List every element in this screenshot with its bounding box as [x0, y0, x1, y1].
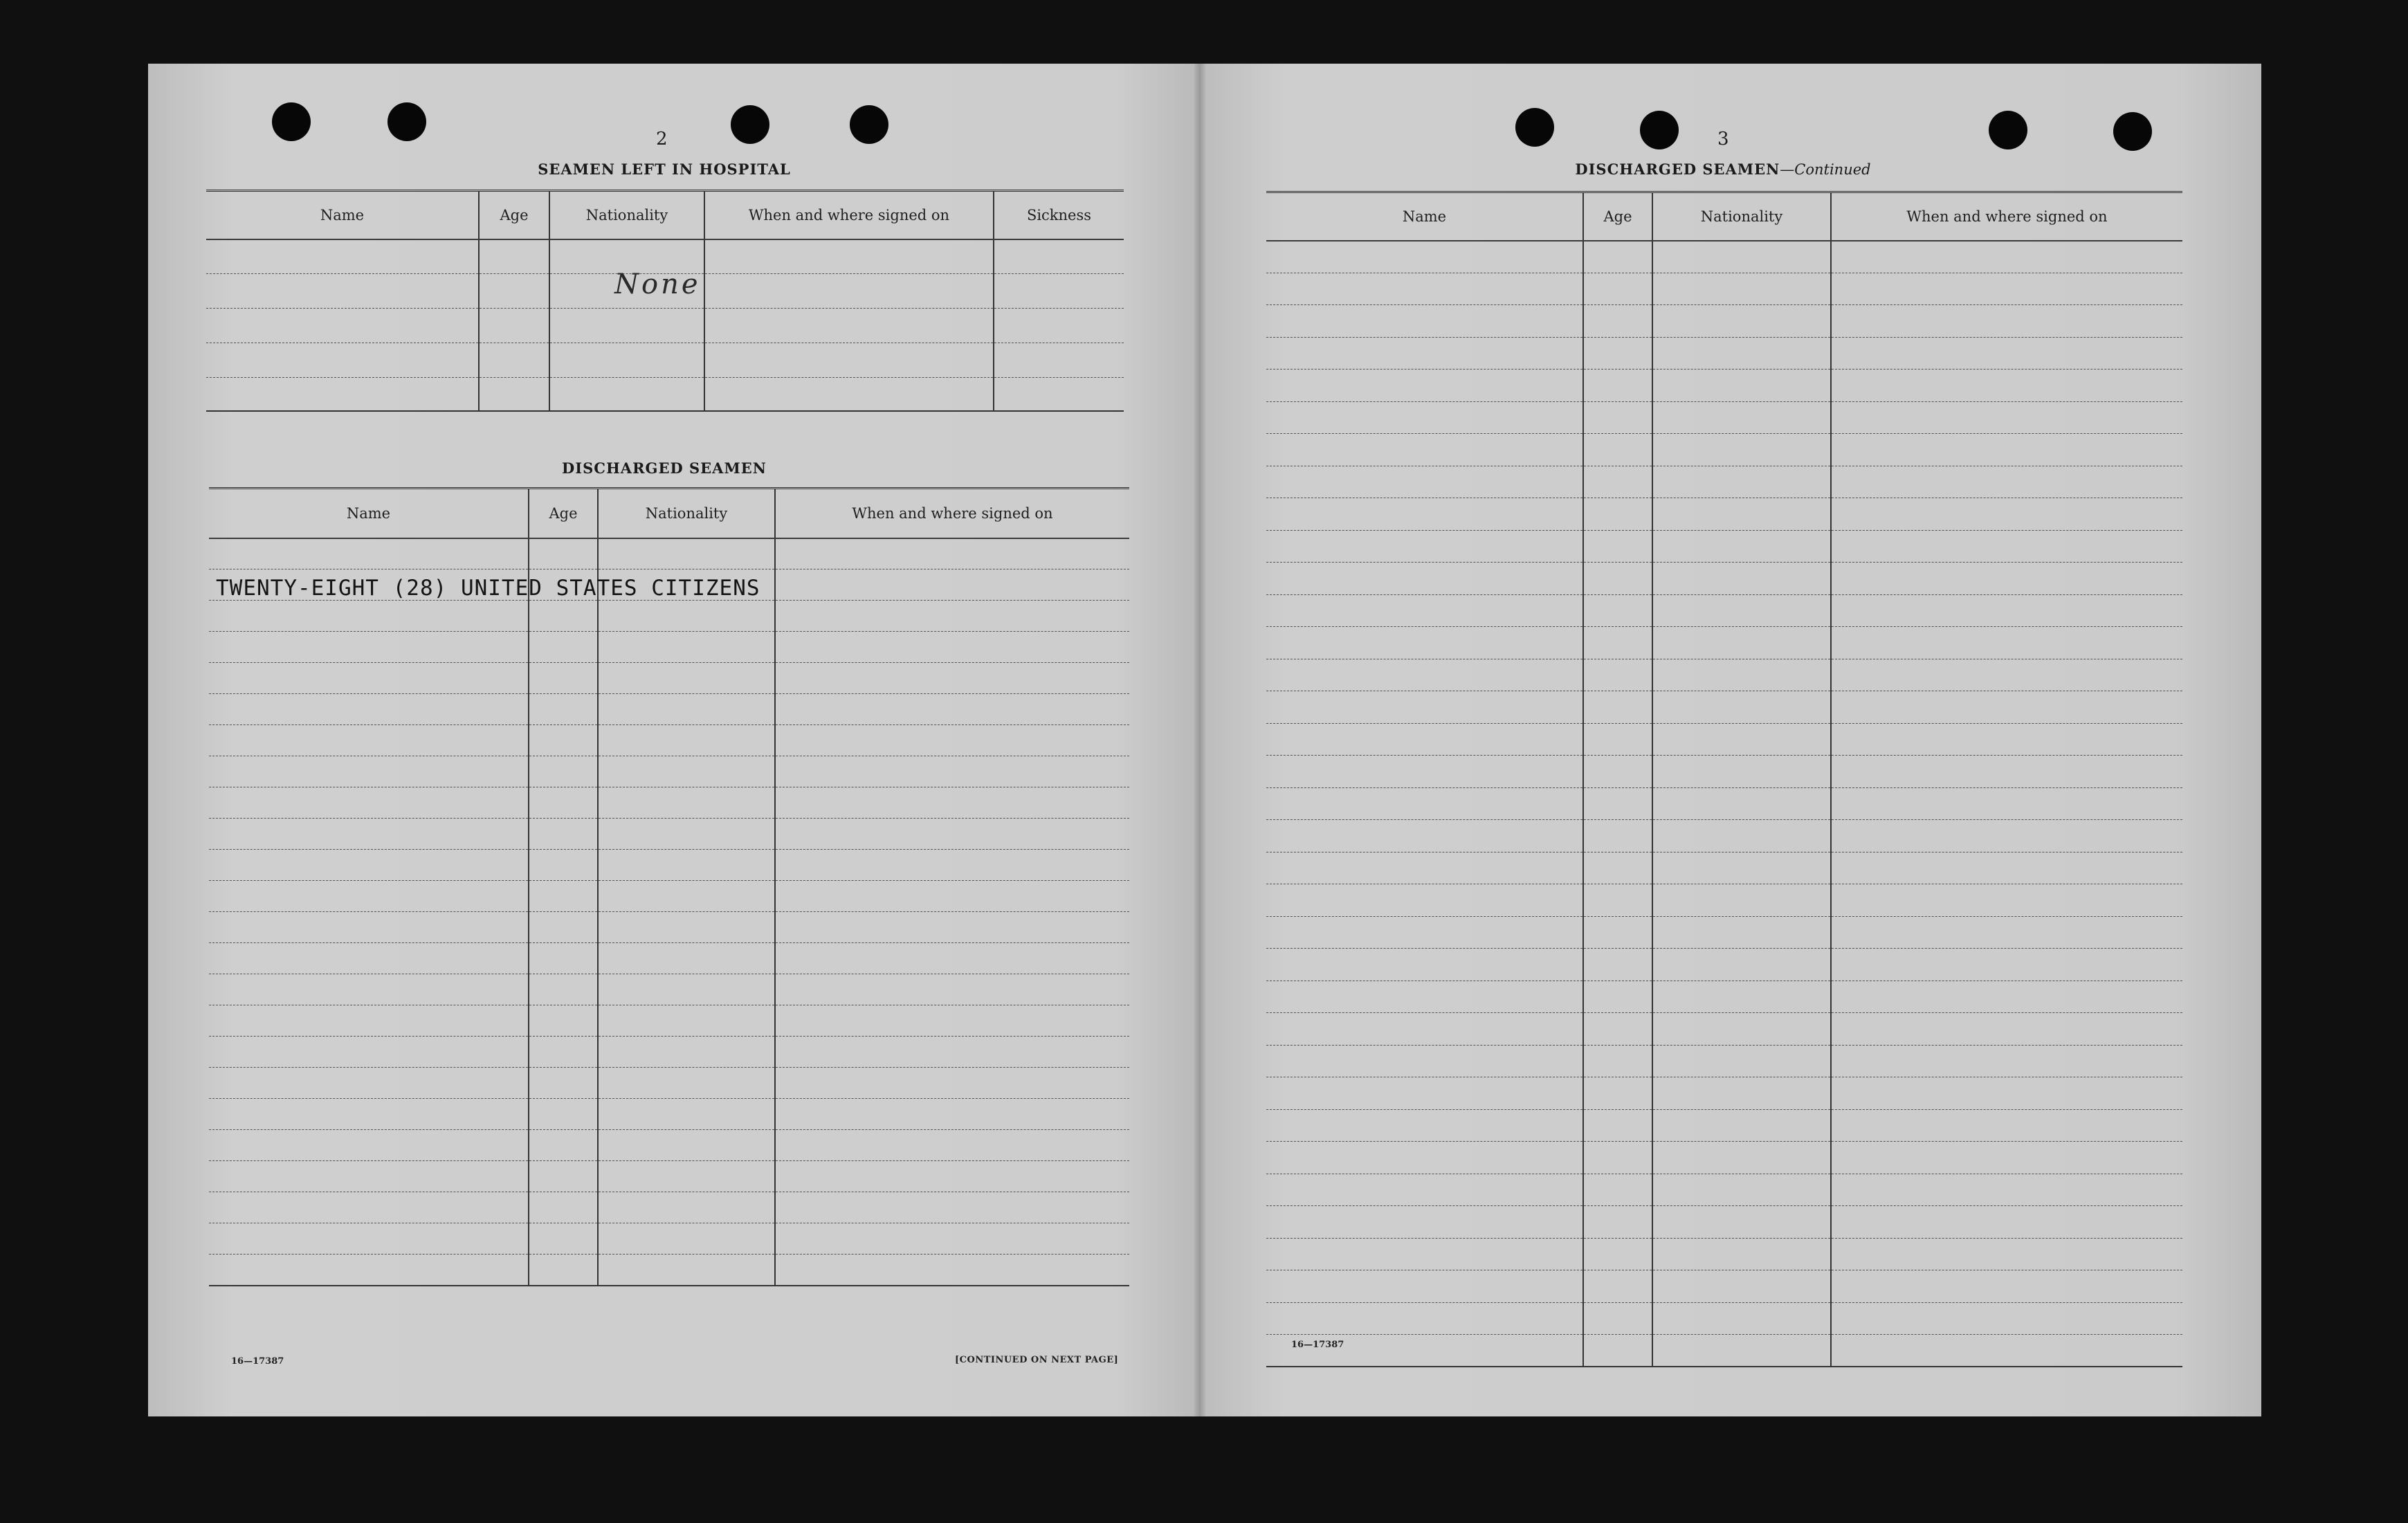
punch-hole [272, 102, 311, 141]
table-row [1266, 691, 2182, 724]
table-row [209, 694, 1129, 725]
table-row [209, 1005, 1129, 1037]
table-row [206, 343, 1124, 378]
table-row [1266, 852, 2182, 884]
table-row [1266, 1077, 2182, 1110]
column-header-nationality: Nationality [1652, 192, 1831, 241]
column-header-sickness: Sickness [994, 191, 1124, 239]
table-row [209, 943, 1129, 974]
table-row [1266, 1270, 2182, 1303]
table-row [1266, 1045, 2182, 1077]
table-row [209, 663, 1129, 694]
table-row [1266, 466, 2182, 498]
column-header-signed-on: When and where signed on [775, 489, 1129, 538]
handwritten-none: None [614, 268, 701, 300]
table-row [1266, 273, 2182, 305]
column-header-age: Age [479, 191, 549, 239]
table-row [1266, 723, 2182, 756]
table-row [209, 1037, 1129, 1068]
hospital-section-title: SEAMEN LEFT IN HOSPITAL [538, 161, 791, 178]
discharged-continued-title [1266, 161, 2180, 178]
punch-hole [387, 102, 426, 141]
page-number: 2 [656, 129, 668, 149]
table-row [1266, 1302, 2182, 1335]
table-row [1266, 1174, 2182, 1206]
column-header-name: Name [206, 191, 479, 239]
table-row [1266, 1142, 2182, 1174]
table-row [1266, 949, 2182, 981]
form-number: 16—17387 [1291, 1340, 1344, 1350]
table-row [1266, 594, 2182, 627]
punch-hole [1989, 111, 2027, 149]
table-row [206, 378, 1124, 411]
table-row [1266, 916, 2182, 949]
table-row [209, 1099, 1129, 1130]
table-row [1266, 370, 2182, 402]
table-row [1266, 820, 2182, 852]
continued-note: [CONTINUED ON NEXT PAGE] [955, 1355, 1119, 1365]
table-row [209, 881, 1129, 912]
punch-hole [1515, 108, 1554, 147]
punch-hole [2113, 112, 2152, 151]
table-row [1266, 530, 2182, 563]
table-row [1266, 756, 2182, 788]
title-continued: —Continued [1780, 161, 1871, 178]
discharged-section-title: DISCHARGED SEAMEN [562, 459, 767, 477]
table-row [209, 1161, 1129, 1192]
table-row [209, 538, 1129, 569]
discharged-table [209, 487, 1129, 1286]
table-row [1266, 1335, 2182, 1367]
table-row [1266, 337, 2182, 370]
table-row [1266, 305, 2182, 338]
column-header-name: Name [1266, 192, 1583, 241]
table-row [209, 974, 1129, 1005]
table-row [209, 787, 1129, 819]
punch-hole [1640, 111, 1679, 149]
table-row [209, 819, 1129, 850]
table-row [209, 601, 1129, 632]
table-row [1266, 241, 2182, 273]
table-row [209, 632, 1129, 663]
table-row [1266, 434, 2182, 466]
column-header-signed-on: When and where signed on [1831, 192, 2182, 241]
column-header-nationality: Nationality [598, 489, 775, 538]
table-row [1266, 659, 2182, 691]
discharged-continued-table [1266, 191, 2182, 1367]
table-row [1266, 401, 2182, 434]
column-header-signed-on: When and where signed on [704, 191, 994, 239]
hospital-table [206, 190, 1124, 412]
punch-hole [731, 105, 769, 144]
typed-entry: TWENTY-EIGHT (28) UNITED STATES CITIZENS [216, 576, 760, 601]
title-text: DISCHARGED SEAMEN [1575, 161, 1780, 178]
punch-hole [850, 105, 888, 144]
table-row [209, 1130, 1129, 1161]
table-row [1266, 1238, 2182, 1270]
table-row [1266, 498, 2182, 531]
table-row [209, 1192, 1129, 1223]
table-row [209, 850, 1129, 881]
table-row [1266, 1013, 2182, 1046]
column-header-age: Age [1583, 192, 1652, 241]
form-number: 16—17387 [231, 1356, 284, 1367]
table-row [209, 725, 1129, 756]
table-row [1266, 1109, 2182, 1142]
column-header-age: Age [529, 489, 598, 538]
page-number: 3 [1717, 129, 1729, 149]
table-row [209, 756, 1129, 787]
table-row [206, 309, 1124, 343]
table-row [1266, 563, 2182, 595]
table-row [1266, 981, 2182, 1013]
column-header-name: Name [209, 489, 529, 538]
table-row [209, 1223, 1129, 1255]
table-row [1266, 627, 2182, 659]
page-fold [1194, 64, 1205, 1416]
table-row [209, 912, 1129, 943]
table-row [1266, 1206, 2182, 1239]
table-row [1266, 884, 2182, 917]
column-header-nationality: Nationality [549, 191, 704, 239]
table-row [1266, 787, 2182, 820]
table-row [209, 1255, 1129, 1286]
table-row [209, 1068, 1129, 1099]
